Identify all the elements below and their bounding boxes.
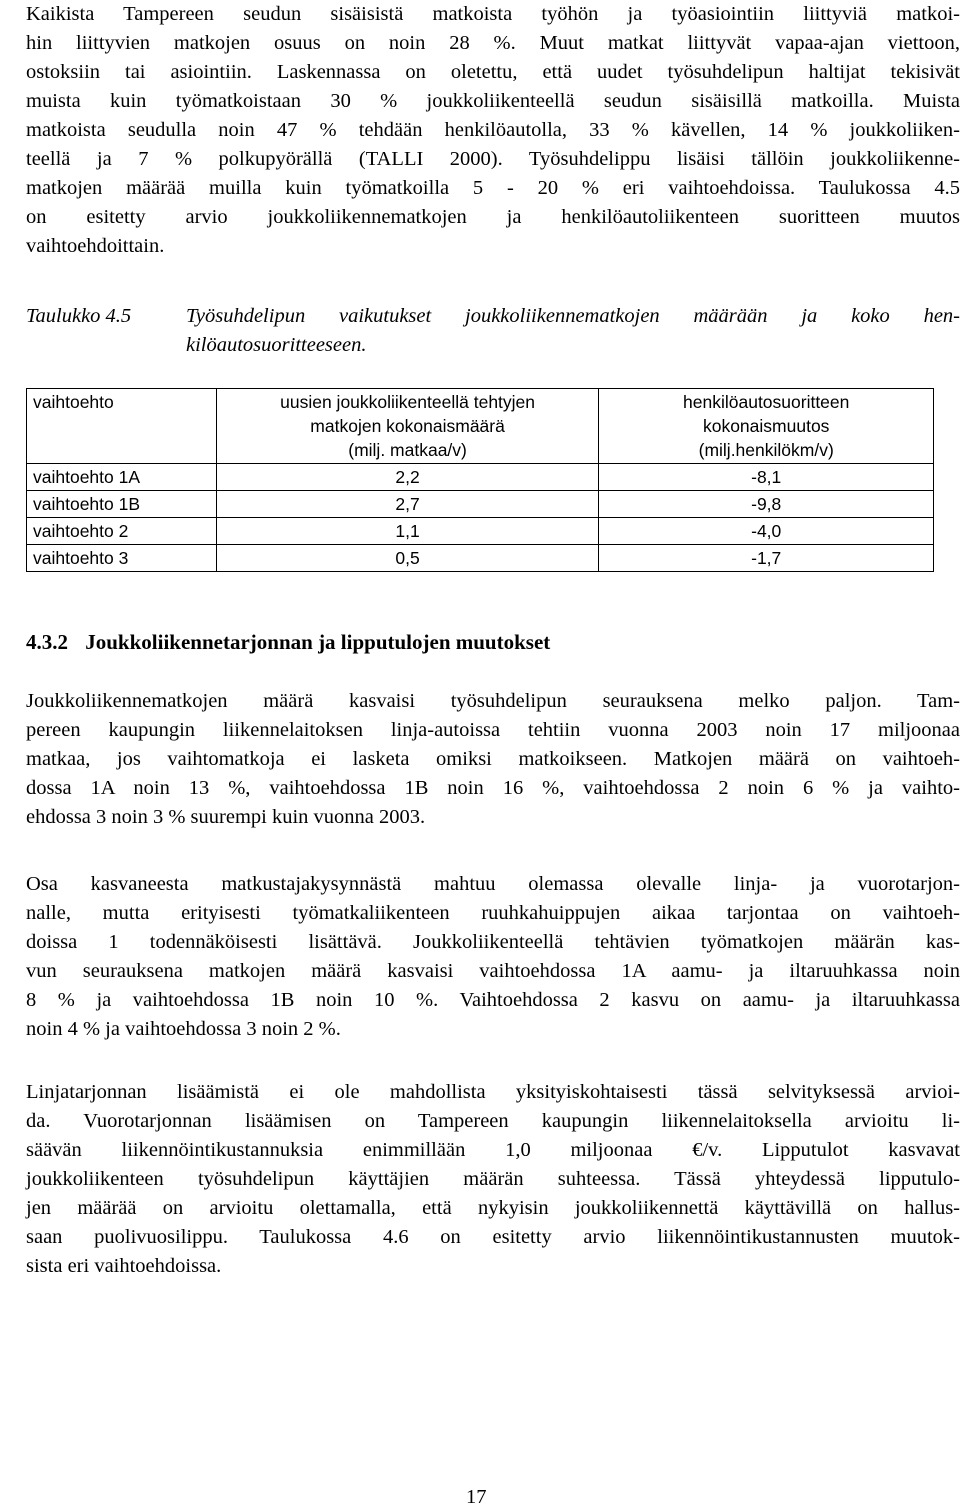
header-text: (milj.henkilökm/v) (698, 440, 834, 460)
table-header-cell (599, 389, 934, 464)
header-text: uusien joukkoliikenteellä tehtyjen (280, 392, 536, 412)
table-header-row (27, 389, 934, 464)
paragraph-2 (26, 687, 960, 832)
text-line: matkaa, jos vaihtomatkoja ei lasketa omiksi matkoikseen. Matkojen määrä on vaihtoeh- (26, 748, 960, 770)
table-row (27, 545, 934, 572)
text-line: Osa kasvaneesta matkustajakysynnästä mahtuu olemassa olevalle linja- ja vuorotarjon- (26, 873, 960, 895)
table-row (27, 491, 934, 518)
header-text: kokonaismuutos (702, 416, 830, 436)
header-text: matkojen kokonaismäärä (310, 416, 505, 436)
table-cell-trips: 0,5 (216, 545, 599, 572)
text-line: muista kuin työmatkoistaan 30 % joukkoliikenteellä seudun sisäisillä matkoilla. Muista (26, 90, 960, 112)
section-number: 4.3.2 (26, 630, 68, 654)
table-cell-change: -8,1 (599, 464, 934, 491)
results-table (26, 388, 934, 572)
text-line: matkoista seudulla noin 47 % tehdään henkilöautolla, 33 % kävellen, 14 % joukkoliiken- (26, 119, 960, 141)
header-text: henkilöautosuoritteen (683, 392, 850, 412)
text-line: Kaikista Tampereen seudun sisäisistä matkoista työhön ja työasiointiin liittyviä matkoi- (26, 3, 960, 25)
text-line: jen määrää on arvioitu olettamalla, että nykyisin joukkoliikennettä käyttävillä on hallus- (26, 1197, 960, 1219)
paragraph-3 (26, 870, 960, 1044)
text-line: 8 % ja vaihtoehdossa 1B noin 10 %. Vaihtoehdossa 2 kasvu on aamu- ja iltaruuhkassa (26, 989, 960, 1011)
text-line: joukkoliikenteen työsuhdelipun käyttäjien määrän suhteessa. Tässä yhteydessä lipputulo- (26, 1168, 960, 1190)
header-text: vaihtoehto (33, 392, 114, 412)
table-cell-option: vaihtoehto 1A (27, 464, 217, 491)
text-line: ehdossa 3 noin 3 % suurempi kuin vuonna 2003. (26, 806, 426, 828)
table-caption-line: Työsuhdelipun vaikutukset joukkoliikennematkojen määrään ja koko hen- (186, 305, 960, 327)
table-cell-trips: 1,1 (216, 518, 599, 545)
header-text: (milj. matkaa/v) (348, 440, 467, 460)
table-header-cell (216, 389, 599, 464)
table-cell-trips: 2,2 (216, 464, 599, 491)
table-cell-change: -9,8 (599, 491, 934, 518)
table-cell-option: vaihtoehto 1B (27, 491, 217, 518)
text-line: noin 4 % ja vaihtoehdossa 3 noin 2 %. (26, 1018, 341, 1040)
table-cell-option: vaihtoehto 3 (27, 545, 217, 572)
paragraph-4 (26, 1078, 960, 1281)
text-line: säävän liikennöintikustannuksia enimmillään 1,0 miljoonaa €/v. Lipputulot kasvavat (26, 1139, 960, 1161)
section-title: Joukkoliikennetarjonnan ja lipputulojen muutokset (85, 630, 551, 654)
table-header-cell (27, 389, 217, 464)
table-caption-label: Taulukko 4.5 (26, 305, 132, 327)
table-row (27, 518, 934, 545)
text-line: da. Vuorotarjonnan lisäämisen on Tampereen kaupungin liikennelaitoksella arvioitu li- (26, 1110, 960, 1132)
text-line: dossa 1A noin 13 %, vaihtoehdossa 1B noin 16 %, vaihtoehdossa 2 noin 6 % ja vaihto- (26, 777, 960, 799)
text-line: matkojen määrää muilla kuin työmatkoilla 5 - 20 % eri vaihtoehdoissa. Taulukossa 4.5 (26, 177, 960, 199)
text-line: pereen kaupungin liikennelaitoksen linja-autoissa tehtiin vuonna 2003 noin 17 miljoonaa (26, 719, 960, 741)
text-line: Joukkoliikennematkojen määrä kasvaisi työsuhdelipun seurauksena melko paljon. Tam- (26, 690, 960, 712)
text-line: vun seurauksena matkojen määrä kasvaisi vaihtoehdossa 1A aamu- ja iltaruuhkassa noin (26, 960, 960, 982)
text-line: sista eri vaihtoehdoissa. (26, 1255, 222, 1277)
text-line: vaihtoehdoittain. (26, 235, 165, 257)
text-line: ostoksiin tai asiointiin. Laskennassa on oletettu, että uudet työsuhdelipun haltijat tekisivät (26, 61, 960, 83)
table-cell-change: -1,7 (599, 545, 934, 572)
text-line: hin liittyvien matkojen osuus on noin 28 %. Muut matkat liittyvät vapaa-ajan viettoon, (26, 32, 960, 54)
table-cell-change: -4,0 (599, 518, 934, 545)
page-number: 17 (466, 1486, 487, 1508)
text-line: doissa 1 todennäköisesti lisättävä. Joukkoliikenteellä tehtävien työmatkojen määrän kas- (26, 931, 960, 953)
text-line: nalle, mutta erityisesti työmatkaliikenteen ruuhkahuippujen aikaa tarjontaa on vaihtoeh- (26, 902, 960, 924)
text-line: Linjatarjonnan lisäämistä ei ole mahdollista yksityiskohtaisesti tässä selvityksessä arvioi- (26, 1081, 960, 1103)
text-line: on esitetty arvio joukkoliikennematkojen ja henkilöautoliikenteen suoritteen muutos (26, 206, 960, 228)
table-row (27, 464, 934, 491)
section-heading (26, 628, 550, 657)
text-line: teellä ja 7 % polkupyörällä (TALLI 2000). Työsuhdelippu lisäisi tällöin joukkoliikenne- (26, 148, 960, 170)
table-caption-line: kilöautosuoritteeseen. (186, 334, 367, 356)
table-cell-option: vaihtoehto 2 (27, 518, 217, 545)
intro-paragraph (26, 0, 960, 261)
table-cell-trips: 2,7 (216, 491, 599, 518)
text-line: saan puolivuosilippu. Taulukossa 4.6 on esitetty arvio liikennöintikustannusten muutok- (26, 1226, 960, 1248)
